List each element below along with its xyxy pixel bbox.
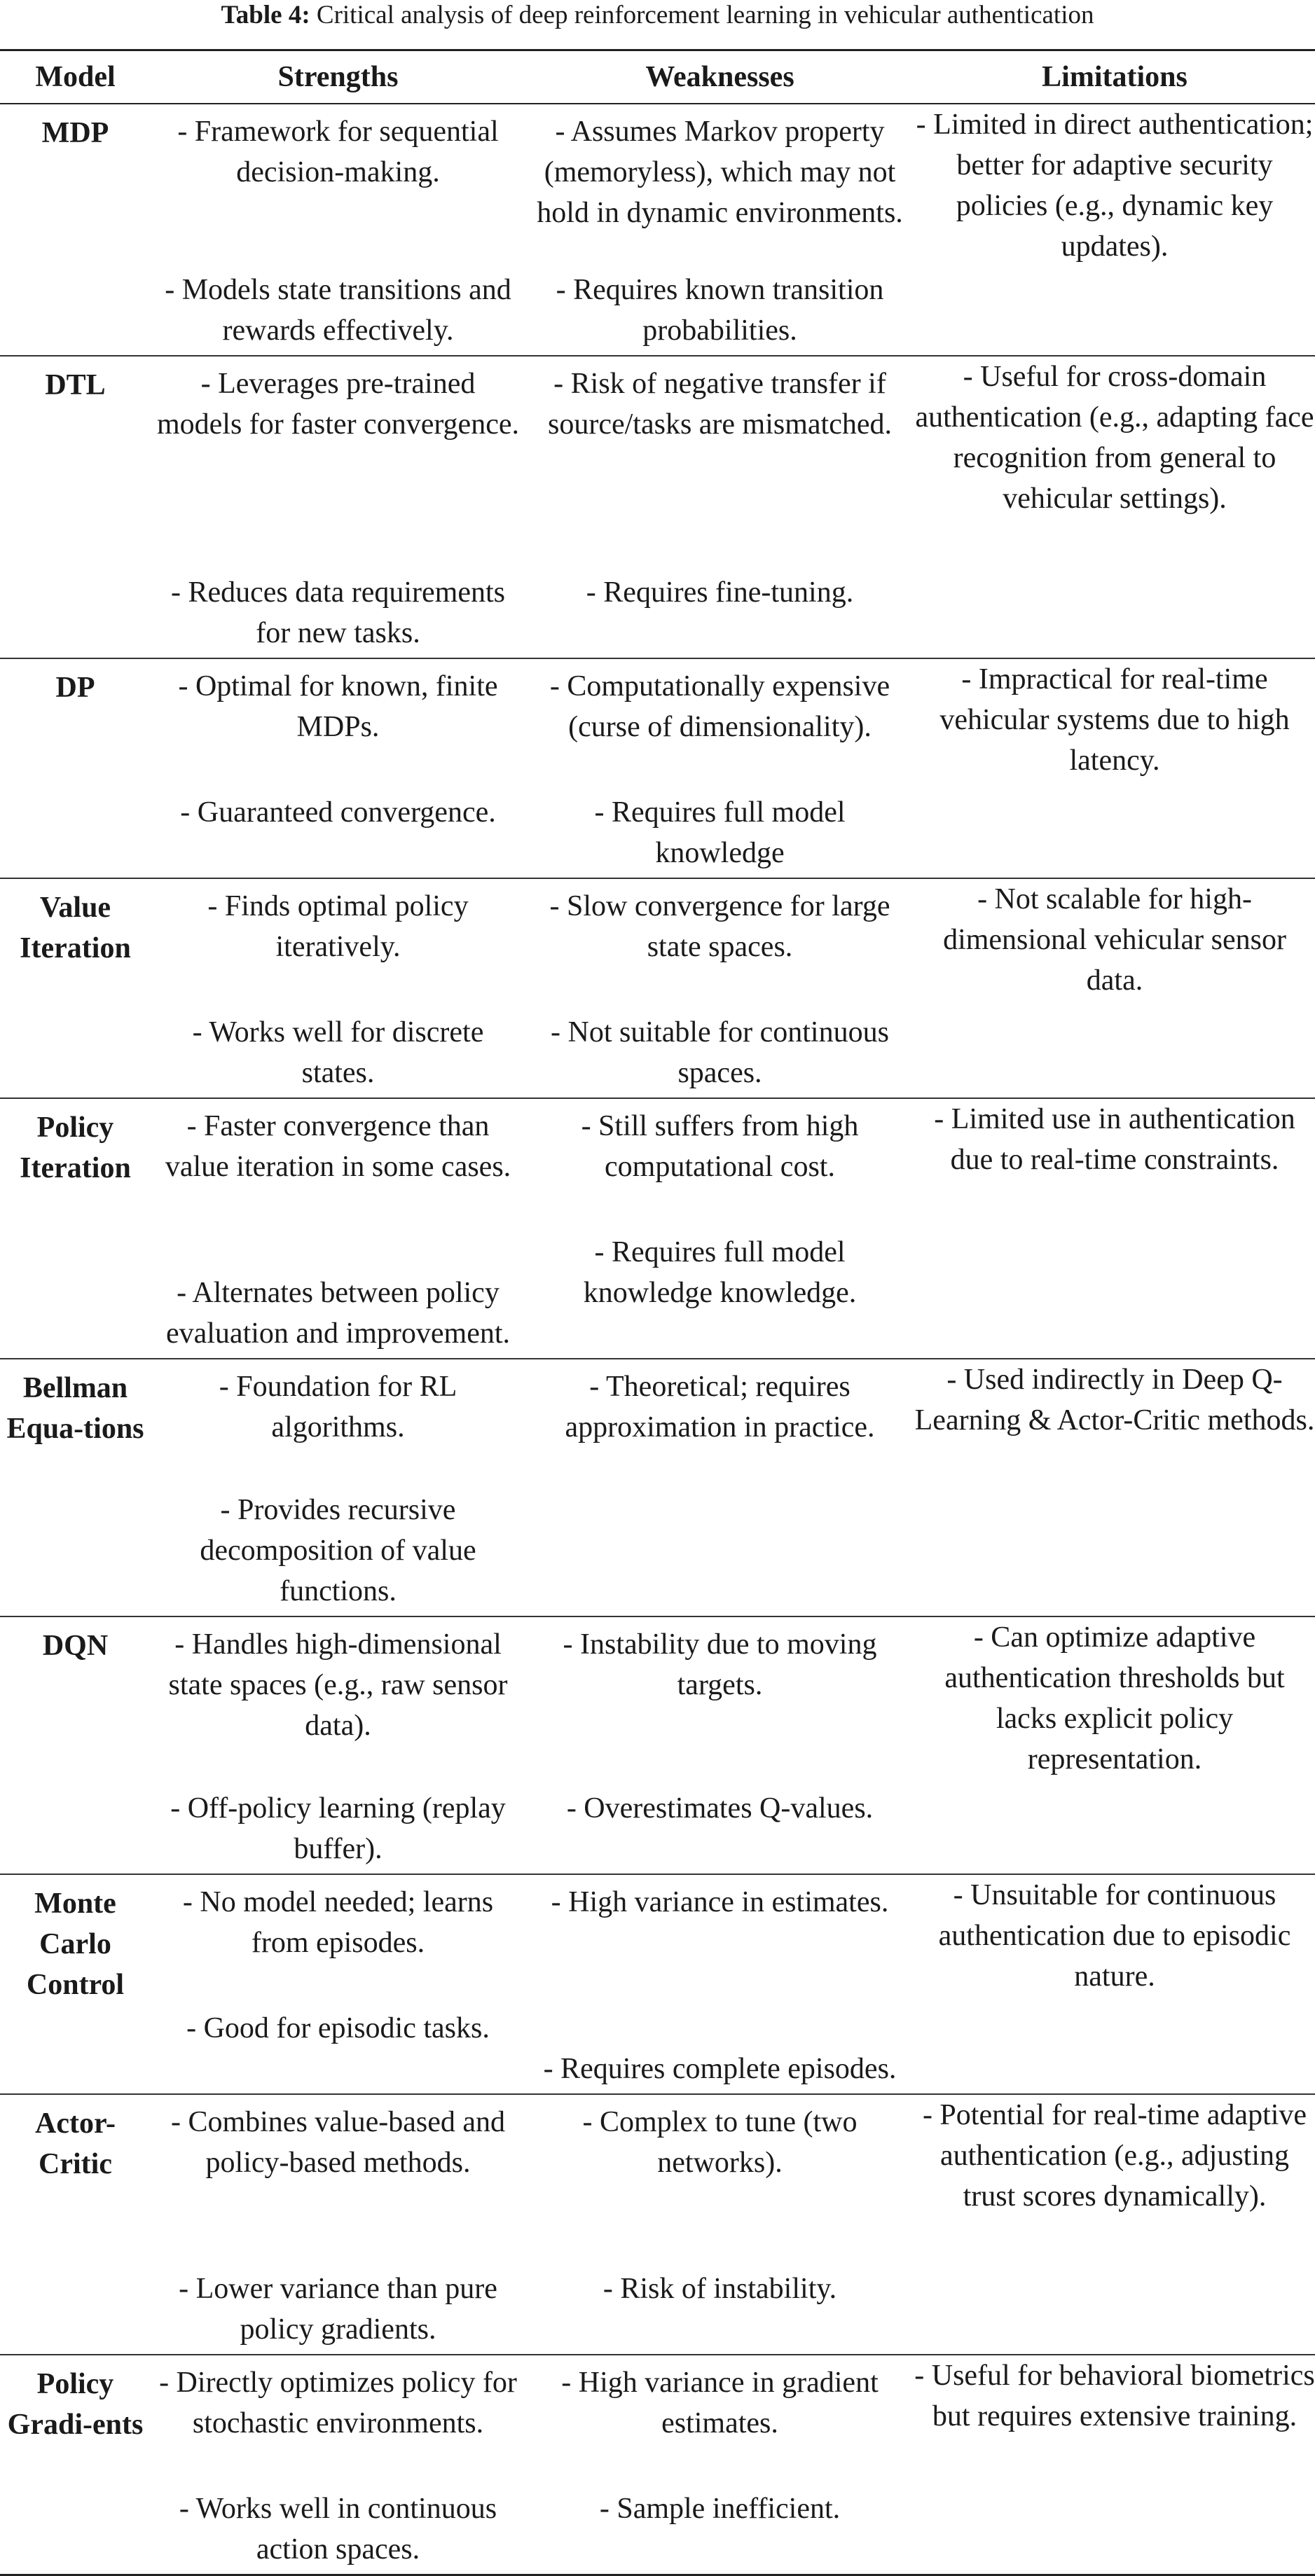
- header-strengths: Strengths: [277, 60, 399, 93]
- table-row: [0, 658, 1315, 878]
- model-cell: Policy Iteration: [20, 1111, 131, 1184]
- strengths-cell: [151, 1616, 525, 1874]
- strength-item: - Works well for discrete states.: [192, 1016, 484, 1089]
- limitations-cell: - Not scalable for high-dimensional vehicular sensor data.: [943, 882, 1286, 997]
- limitations-cell: - Limited use in authentication due to real-time constraints.: [934, 1102, 1295, 1176]
- model-cell: Policy Gradi-ents: [7, 2367, 144, 2441]
- weaknesses-cell: [525, 878, 914, 1098]
- strengths-cell: [151, 2094, 525, 2355]
- strength-item: - Combines value-based and policy-based methods.: [170, 2105, 506, 2179]
- strengths-cell: [151, 658, 525, 878]
- weakness-item: - Instability due to moving targets.: [563, 1628, 877, 1701]
- strengths-cell: [151, 104, 525, 356]
- weakness-item: - Risk of instability.: [603, 2272, 837, 2305]
- table-row: [0, 1616, 1315, 1874]
- strength-item: - Framework for sequential decision-making.: [177, 115, 499, 188]
- strengths-cell: [151, 1098, 525, 1359]
- model-cell: DQN: [42, 1629, 109, 1662]
- strength-item: - Optimal for known, finite MDPs.: [178, 670, 498, 743]
- weaknesses-cell: [525, 658, 914, 878]
- model-cell: MDP: [41, 116, 109, 149]
- table-row: [0, 1359, 1315, 1616]
- table-row: [0, 1874, 1315, 2094]
- table-row: [0, 1098, 1315, 1359]
- weakness-item: - Requires fine-tuning.: [586, 576, 854, 609]
- weakness-item: - Still suffers from high computational cost.: [581, 1109, 859, 1183]
- weakness-item: - High variance in gradient estimates.: [561, 2366, 879, 2439]
- critical-analysis-table: [0, 49, 1315, 2576]
- strength-item: - Finds optimal policy iteratively.: [207, 889, 469, 963]
- weakness-item: - Requires complete episodes.: [543, 2052, 897, 2085]
- weakness-item: - Slow convergence for large state spaces.: [549, 889, 890, 963]
- strength-item: - Reduces data requirements for new tasks.: [171, 576, 505, 649]
- weakness-item: - Theoretical; requires approximation in practice.: [565, 1370, 875, 1443]
- strength-item: - Leverages pre-trained models for faster convergence.: [156, 367, 519, 441]
- weaknesses-cell: [525, 1098, 914, 1359]
- limitations-cell: - Used indirectly in Deep Q-Learning & Actor-Critic methods.: [914, 1363, 1315, 1436]
- strength-item: - Models state transitions and rewards effectively.: [165, 273, 511, 347]
- limitations-cell: - Useful for cross-domain authentication (e.g., adapting face recognition from general to vehicular settings).: [915, 360, 1314, 515]
- strength-item: - Faster convergence than value iteration in some cases.: [165, 1109, 511, 1183]
- weaknesses-cell: [525, 1359, 914, 1616]
- strength-item: - Handles high-dimensional state spaces (e.g., raw sensor data).: [168, 1628, 508, 1742]
- limitations-cell: - Useful for behavioral biometrics but requires extensive training.: [914, 2359, 1315, 2432]
- strength-item: - Provides recursive decomposition of value functions.: [200, 1493, 476, 1607]
- strength-item: - Directly optimizes policy for stochastic environments.: [159, 2366, 517, 2439]
- weakness-item: - Not suitable for continuous spaces.: [551, 1016, 889, 1089]
- limitations-cell: - Can optimize adaptive authentication thresholds but lacks explicit policy representation.: [944, 1621, 1285, 1775]
- weaknesses-cell: [525, 1874, 914, 2094]
- header-weaknesses: Weaknesses: [645, 60, 794, 93]
- model-cell: Actor-Critic: [34, 2107, 116, 2180]
- weakness-item: - Requires full model knowledge knowledge.: [583, 1235, 857, 1309]
- table-header-row: [0, 50, 1315, 104]
- table-row: [0, 2355, 1315, 2575]
- strengths-cell: [151, 356, 525, 658]
- weaknesses-cell: [525, 356, 914, 658]
- limitations-cell: - Potential for real-time adaptive authentication (e.g., adjusting trust scores dynamically).: [922, 2098, 1307, 2213]
- strengths-cell: [151, 878, 525, 1098]
- weaknesses-cell: [525, 1616, 914, 1874]
- weakness-item: - Requires full model knowledge: [594, 796, 846, 869]
- caption-text: Critical analysis of deep reinforcement learning in vehicular authentication: [316, 1, 1094, 29]
- model-cell: DP: [55, 671, 95, 704]
- strength-item: - Lower variance than pure policy gradients.: [179, 2272, 497, 2346]
- weakness-item: - Assumes Markov property (memoryless), which may not hold in dynamic environments.: [537, 115, 903, 229]
- model-cell: Value Iteration: [20, 891, 131, 964]
- limitations-cell: - Impractical for real-time vehicular systems due to high latency.: [939, 663, 1290, 777]
- weakness-item: - Requires known transition probabilities.: [556, 273, 884, 347]
- limitations-cell: - Limited in direct authentication; better for adaptive security policies (e.g., dynamic key updates).: [916, 108, 1314, 263]
- strengths-cell: [151, 1359, 525, 1616]
- strength-item: - Good for episodic tasks.: [186, 2011, 490, 2044]
- table-caption: [0, 0, 1315, 35]
- strength-item: - Guaranteed convergence.: [180, 796, 496, 829]
- strength-item: - No model needed; learns from episodes.: [182, 1885, 494, 1959]
- weakness-item: - Complex to tune (two networks).: [582, 2105, 858, 2179]
- table-row: [0, 104, 1315, 356]
- model-cell: Bellman Equa-tions: [6, 1371, 144, 1445]
- strength-item: - Alternates between policy evaluation and improvement.: [165, 1276, 511, 1350]
- strengths-cell: [151, 1874, 525, 2094]
- strength-item: - Foundation for RL algorithms.: [219, 1370, 457, 1443]
- weakness-item: - Computationally expensive (curse of dimensionality).: [549, 670, 890, 743]
- strength-item: - Works well in continuous action spaces.: [179, 2492, 497, 2565]
- weakness-item: - Risk of negative transfer if source/tasks are mismatched.: [548, 367, 892, 441]
- header-model: Model: [35, 60, 116, 93]
- strengths-cell: [151, 2355, 525, 2575]
- caption-label: Table 4:: [221, 1, 310, 29]
- table-row: [0, 878, 1315, 1098]
- weakness-item: - Overestimates Q-values.: [566, 1792, 874, 1824]
- weakness-item: - High variance in estimates.: [551, 1885, 889, 1918]
- weaknesses-cell: [525, 104, 914, 356]
- header-limitations: Limitations: [1042, 60, 1187, 93]
- strength-item: - Off-policy learning (replay buffer).: [170, 1792, 506, 1865]
- table-row: [0, 2094, 1315, 2355]
- weakness-item: - Sample inefficient.: [599, 2492, 841, 2525]
- model-cell: DTL: [45, 368, 106, 401]
- weaknesses-cell: [525, 2094, 914, 2355]
- limitations-cell: - Unsuitable for continuous authentication due to episodic nature.: [938, 1878, 1291, 1993]
- table-row: [0, 356, 1315, 658]
- weaknesses-cell: [525, 2355, 914, 2575]
- model-cell: Monte Carlo Control: [26, 1887, 125, 2001]
